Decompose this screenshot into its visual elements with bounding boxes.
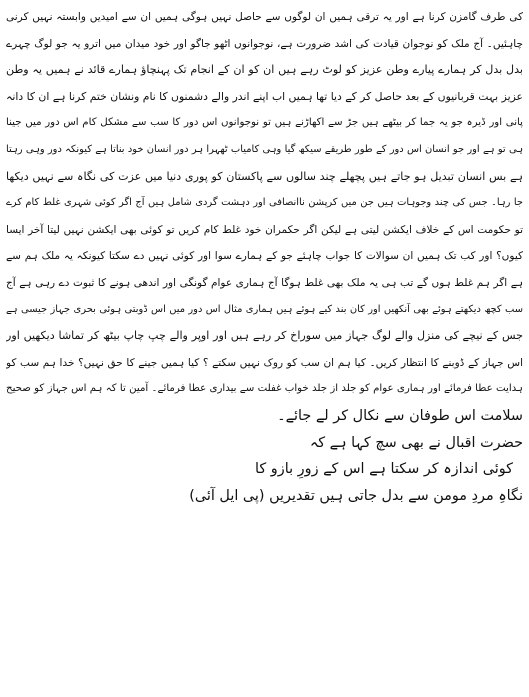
- article-line: اس جہاز کے ڈوبنے کا انتظار کریں۔ کیا ہم ان سب کو روک نہیں سکتے ؟ کیا ہمیں جینے کا حق نہیں؟ خدا ہم سب کو: [6, 356, 523, 369]
- poem-intro: حضرت اقبال نے بھی سچ کہا ہے کہ: [309, 434, 523, 451]
- article-line: ہے بس انسان تبدیل ہو جاتے ہیں پچھلے چند سالوں سے پاکستان کو پوری دنیا میں عزت کی نگاہ سے نہیں دیکھا: [6, 169, 523, 183]
- article-line: تو حکومت اس کے خلاف ایکشن لیتی ہے لیکن اگر حکمران خود غلط کام کریں تو کوئی بھی ایکشن نہیں لیتا آخر ایسا: [6, 223, 523, 236]
- article-line: عزیز بہت قربانیوں کے بعد حاصل کر کے دیا تھا ہمیں اب اپنے اندر والے دشمنوں کا نام ونشان ختم کرنا ہے ان کا دانہ: [6, 89, 523, 103]
- article-line: کیوں؟ اور کب تک ہمیں ان سوالات کا جواب چاہئے جو کے ہمارے سوا اور کوئی نہیں دے سکتا کیونکہ یہ ملک ہم سے: [6, 250, 523, 263]
- article-line: ہی تو ہے اور جو انسان اس دور کے طور طریقے سیکھ گیا وہی کامیاب ٹھہرا ہر دور انسان خود بناتا ہے کیونکہ دور وہی رہتا: [6, 143, 523, 155]
- article-body: [6, 4, 523, 430]
- article-line: بدل بدل کر ہمارے پیارے وطن عزیز کو لوٹ رہے ہیں ان کو ان کے انجام تک پہنچاؤ ہمارے قائد نے ہمیں یہ وطن: [6, 63, 523, 77]
- poem-section: [6, 430, 523, 510]
- poem-verse-with-credit: نگاہِ مردِ مومن سے بدل جاتی ہیں تقدیریں (پی ایل آئی): [189, 487, 523, 504]
- article-line: ہے اگر ہم غلط ہوں گے تب ہی یہ ملک بھی غلط ہوگا آج ہماری عوام گونگی اور اندھی ہونے کا ثبوت دے رہی ہے آج: [6, 276, 523, 289]
- article-line: جا رہا۔ جس کی چند وجوہات ہیں جن میں کرپشن ناانصافی اور دہشت گردی شامل ہیں آج اگر کوئی شہری غلط کام کرے: [6, 197, 523, 209]
- article-line: چاہئیں۔ آج ملک کو نوجوان قیادت کی اشد ضرورت ہے، نوجوانوں اٹھو جاگو اور خود میدان میں اترو یہ جو لوگ چہرے: [6, 37, 523, 50]
- article-line: پانی اور ڈیرہ جو یہ جما کر بیٹھے ہیں جڑ سے اکھاڑنے ہیں تو نوجوانوں اس دور کا سب سے مشکل کام اس دور میں جینا: [6, 117, 523, 129]
- article-line: جس کے نیچے کی منزل والے لوگ جہاز میں سوراخ کر رہے ہیں اور اوپر والے چپ چاپ بیٹھ کر تماشا دیکھیں اور: [6, 329, 523, 343]
- poem-verse: کوئی اندازہ کر سکتا ہے اس کے زورِ بازو کا: [255, 461, 513, 478]
- article-line: سب کچھ دیکھتے ہوئے بھی آنکھیں اور کان بند کیے ہوئے ہیں ہماری مثال اس دور میں اس ڈوبتی ہوئی بحری جہاز جیسی ہے: [6, 303, 523, 315]
- article-line: ہدایت عطا فرمائے اور ہماری عوام کو جلد از جلد خواب غفلت سے بیداری عطا فرمائے۔ آمین تا کہ ہم اس جہاز کو صحیح: [6, 383, 523, 395]
- article-line: سلامت اس طوفان سے نکال کر لے جائے۔: [277, 407, 523, 424]
- article-line: کی طرف گامزن کرنا ہے اور یہ ترقی ہمیں ان لوگوں سے حاصل نہیں ہوگی ہمیں ان سے امیدیں وابستہ نہیں کرنی: [6, 11, 523, 23]
